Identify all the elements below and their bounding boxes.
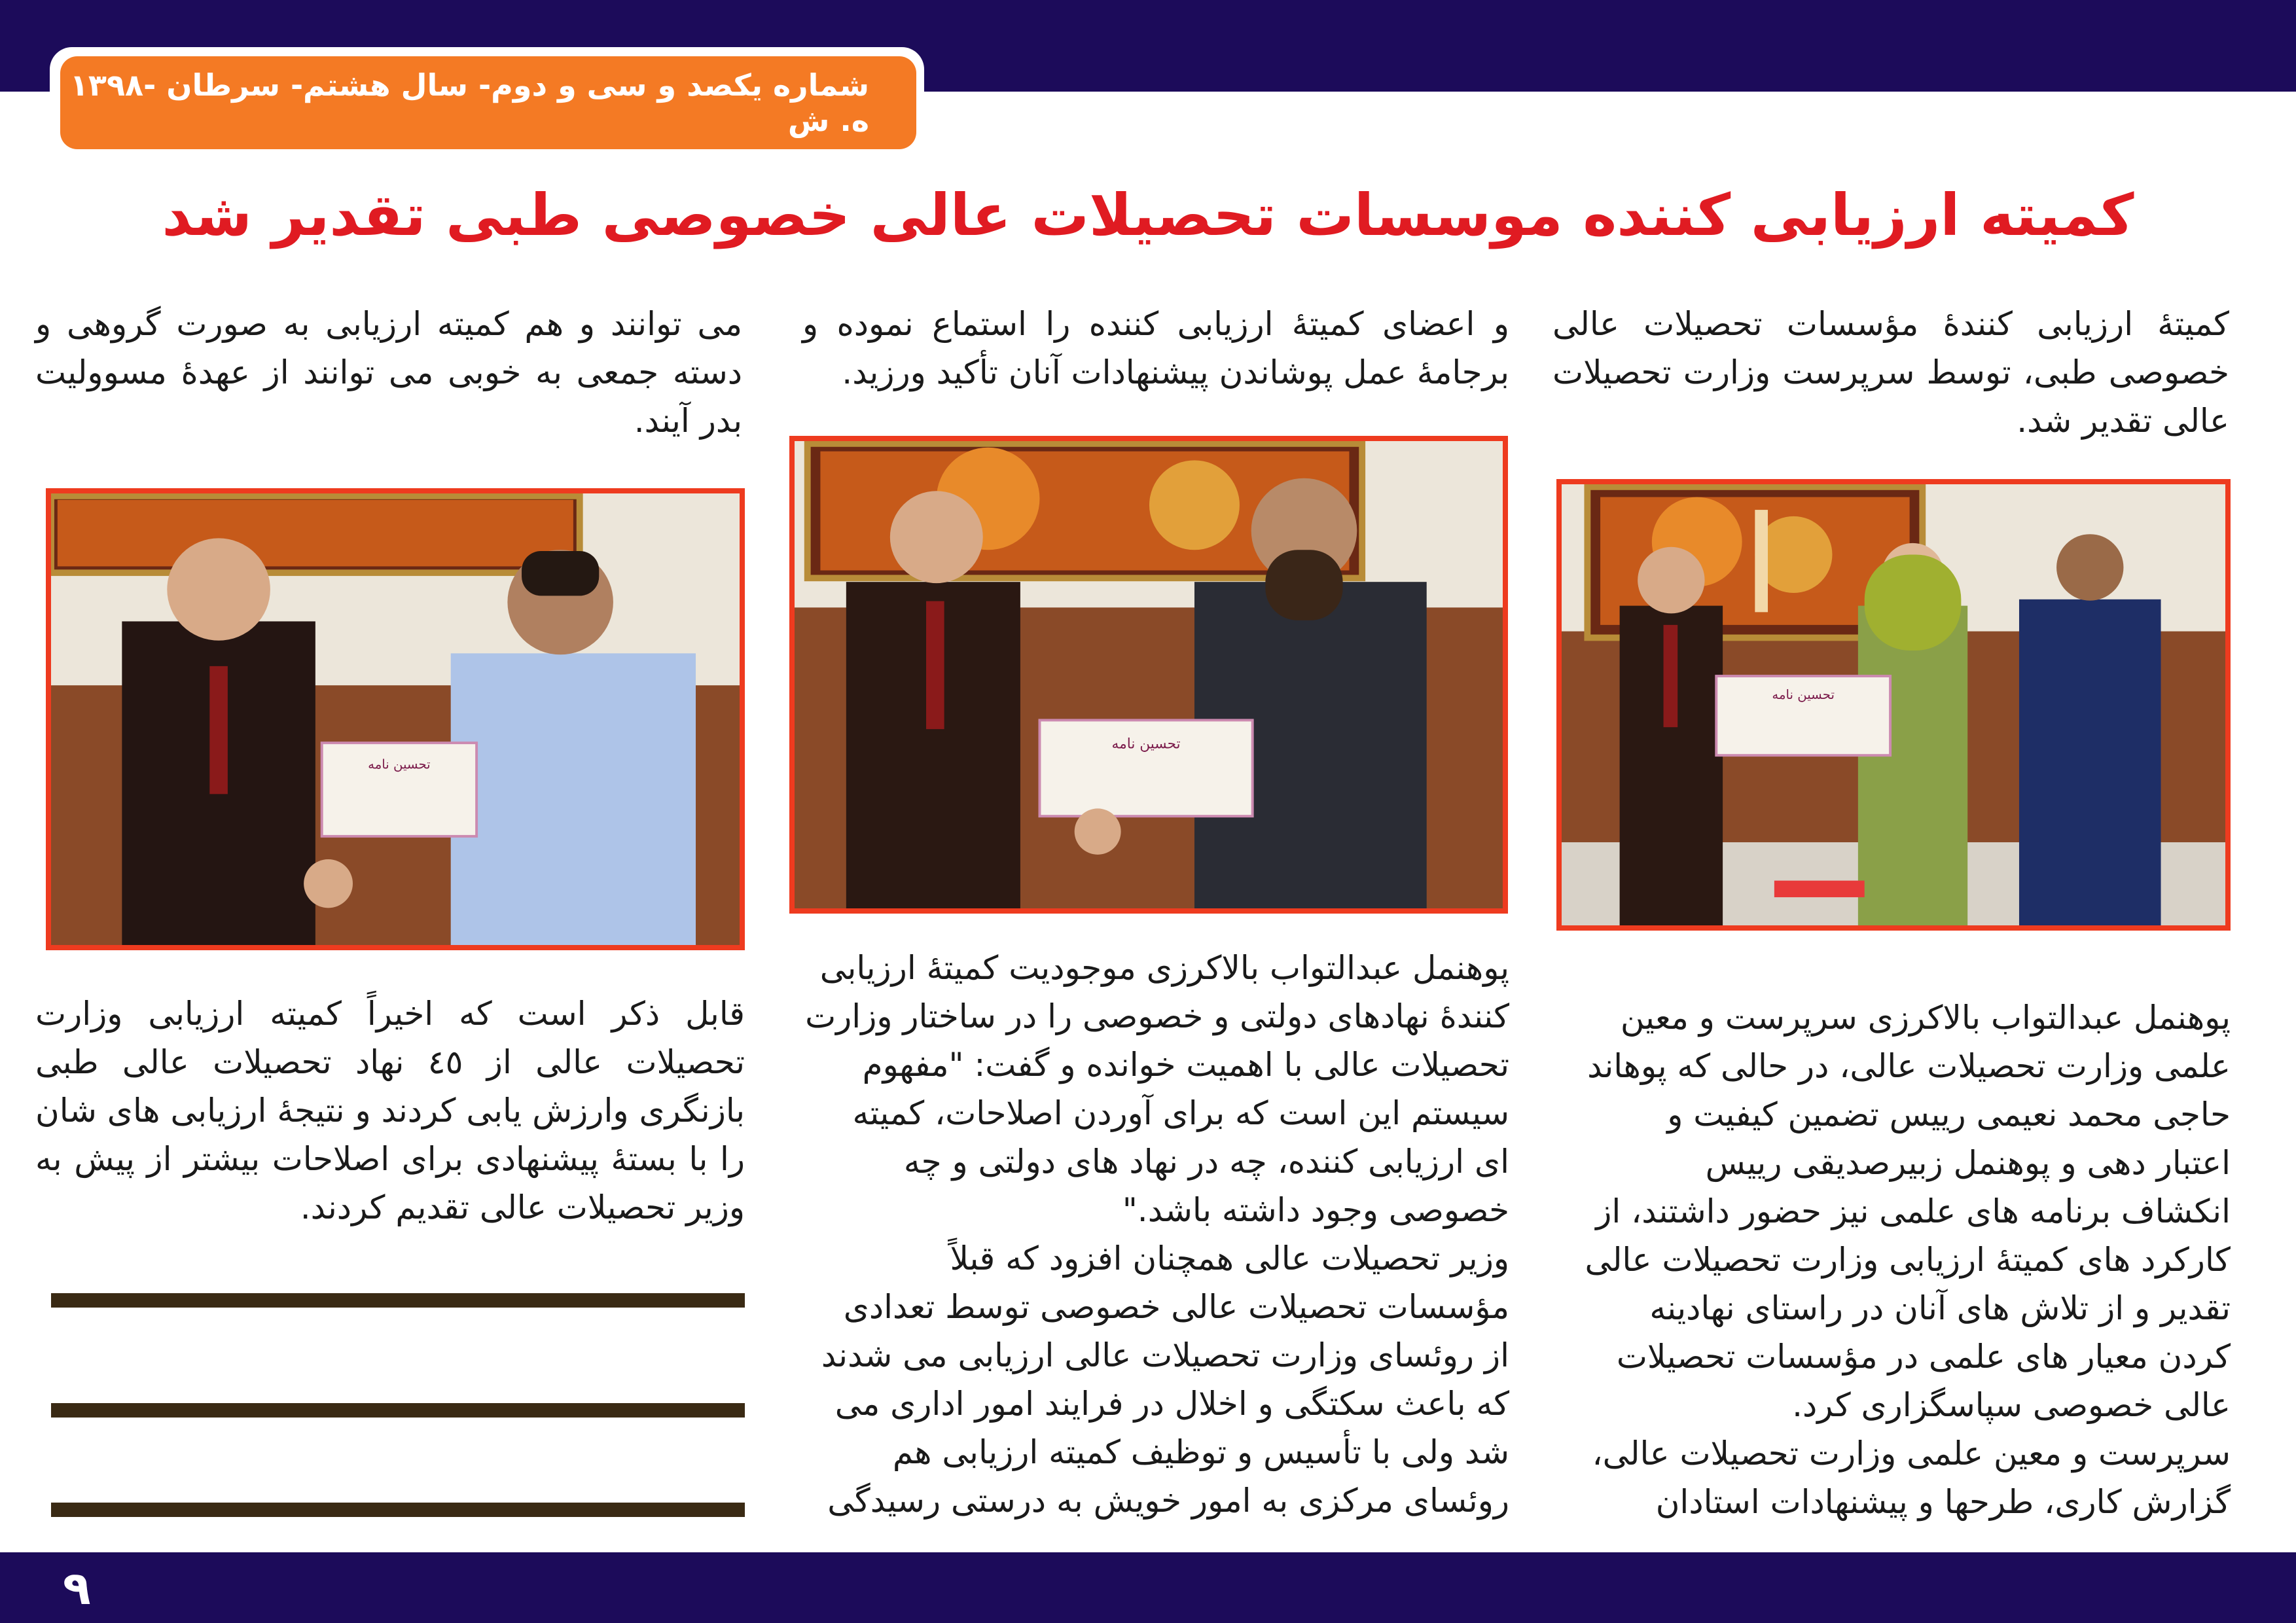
page-number: ۹ [63, 1561, 91, 1615]
middle-body-line: وزیر تحصیلات عالی همچنان افزود که قبلاً [950, 1240, 1509, 1277]
middle-body-line: پوهنمل عبدالتواب بالاکرزی موجودیت کمیتۀ ارزیابی [819, 949, 1509, 987]
middle-intro-paragraph: و اعضای کمیتۀ ارزیابی کننده را استماع نموده و برجامۀ عمل پوشاندن پیشنهادات آنان تأکید ورزید. [802, 305, 1509, 391]
middle-body-line: تحصیلات عالی با اهمیت خوانده و گفت: "مفهوم [862, 1046, 1509, 1084]
right-body-line: عالی خصوصی سپاسگزاری کرد. [1792, 1386, 2231, 1424]
photo-left-scene [51, 493, 740, 945]
divider-line [51, 1293, 745, 1308]
photo-right-award-ceremony [1556, 479, 2231, 931]
issue-label: شماره یکصد و سی و دوم- سال هشتم- سرطان -۱۳۹۸ ه. ش [60, 56, 916, 149]
photo-middle-scene [795, 441, 1503, 908]
photo-middle-award-ceremony [789, 436, 1508, 914]
article-headline: کمیته ارزیابی کننده موسسات تحصیلات عالی خصوصی طبی تقدیر شد [162, 181, 2134, 249]
certificate-title-middle: تحسین نامه [1111, 736, 1181, 753]
middle-body-line: کنندۀ نهادهای دولتی و خصوصی را در ساختار وزارت [805, 997, 1509, 1035]
divider-line [51, 1403, 745, 1418]
middle-body-line: روئسای مرکزی به امور خویش به درستی رسیدگی [827, 1482, 1509, 1520]
divider-line [51, 1503, 745, 1517]
middle-body-paragraph [789, 944, 1509, 1525]
photo-left-award-ceremony [46, 488, 745, 950]
right-body-line: انکشاف برنامه های علمی نیز حضور داشتند، از [1596, 1192, 2231, 1230]
right-body-line: اعتبار دهی و پوهنمل زبیرصدیقی رییس [1705, 1144, 2231, 1182]
right-body-paragraph [1546, 993, 2231, 1526]
middle-body-line: شد ولی با تأسیس و توظیف کمیته ارزیابی هم [892, 1433, 1509, 1471]
right-body-line: سرپرست و معین علمی وزارت تحصیلات عالی، [1592, 1435, 2231, 1472]
right-body-line: گزارش کاری، طرحها و پیشنهادات استادان [1655, 1483, 2231, 1521]
right-body-line: حاجی محمد نعیمی رییس تضمین کیفیت و [1667, 1096, 2231, 1133]
middle-body-line: که باعث سکتگی و اخلال در فرایند امور اداری می [834, 1385, 1509, 1423]
middle-body-line: از روئسای وزارت تحصیلات عالی ارزیابی می شدند [821, 1336, 1509, 1374]
certificate-title-left: تحسین نامه [368, 757, 431, 772]
middle-body-line: ای ارزیابی کننده، چه در نهاد های دولتی و چه [903, 1143, 1509, 1181]
left-body-paragraph: قابل ذکر است که اخیراً کمیته ارزیابی وزارت تحصیلات عالی از ٤٥ نهاد تحصیلات عالی طبی بازنگری وارزش یابی کردند و نتیجۀ ارزیابی های شان را با بستۀ پیشنهادی برای اصلاحات بیشتر از پیش به وزیر تحصیلات عالی تقدیم کردند. [35, 995, 745, 1226]
right-body-line: کارکرد های کمیتۀ ارزیابی وزارت تحصیلات عالی [1585, 1241, 2231, 1279]
right-body-line: علمی وزارت تحصیلات عالی، در حالی که پوهاند [1587, 1047, 2231, 1085]
photo-right-scene [1562, 484, 2225, 925]
left-intro-paragraph: می توانند و هم کمیته ارزیابی به صورت گروهی و دسته جمعی به خوبی می توانند از عهدۀ مسوولیت بدر آیند. [35, 305, 742, 440]
right-body-line: پوهنمل عبدالتواب بالاکرزی سرپرست و معین [1620, 999, 2231, 1037]
middle-body-line: خصوصی وجود داشته باشد." [1122, 1191, 1509, 1229]
right-body-line: تقدیر و از تلاش های آنان در راستای نهادینه [1649, 1289, 2231, 1327]
right-body-line: کردن معیار های علمی در مؤسسات تحصیلات [1616, 1338, 2231, 1376]
middle-body-line: سیستم این است که برای آوردن اصلاحات، کمیته [852, 1094, 1509, 1132]
certificate-title-right: تحسین نامه [1772, 687, 1835, 703]
right-intro-paragraph: کمیتۀ ارزیابی کنندۀ مؤسسات تحصیلات عالی خصوصی طبی، توسط سرپرست وزارت تحصیلات عالی تقدیر شد. [1552, 305, 2229, 440]
middle-body-line: مؤسسات تحصیلات عالی خصوصی توسط تعدادی [843, 1288, 1509, 1326]
bottom-banner [0, 1552, 2296, 1623]
